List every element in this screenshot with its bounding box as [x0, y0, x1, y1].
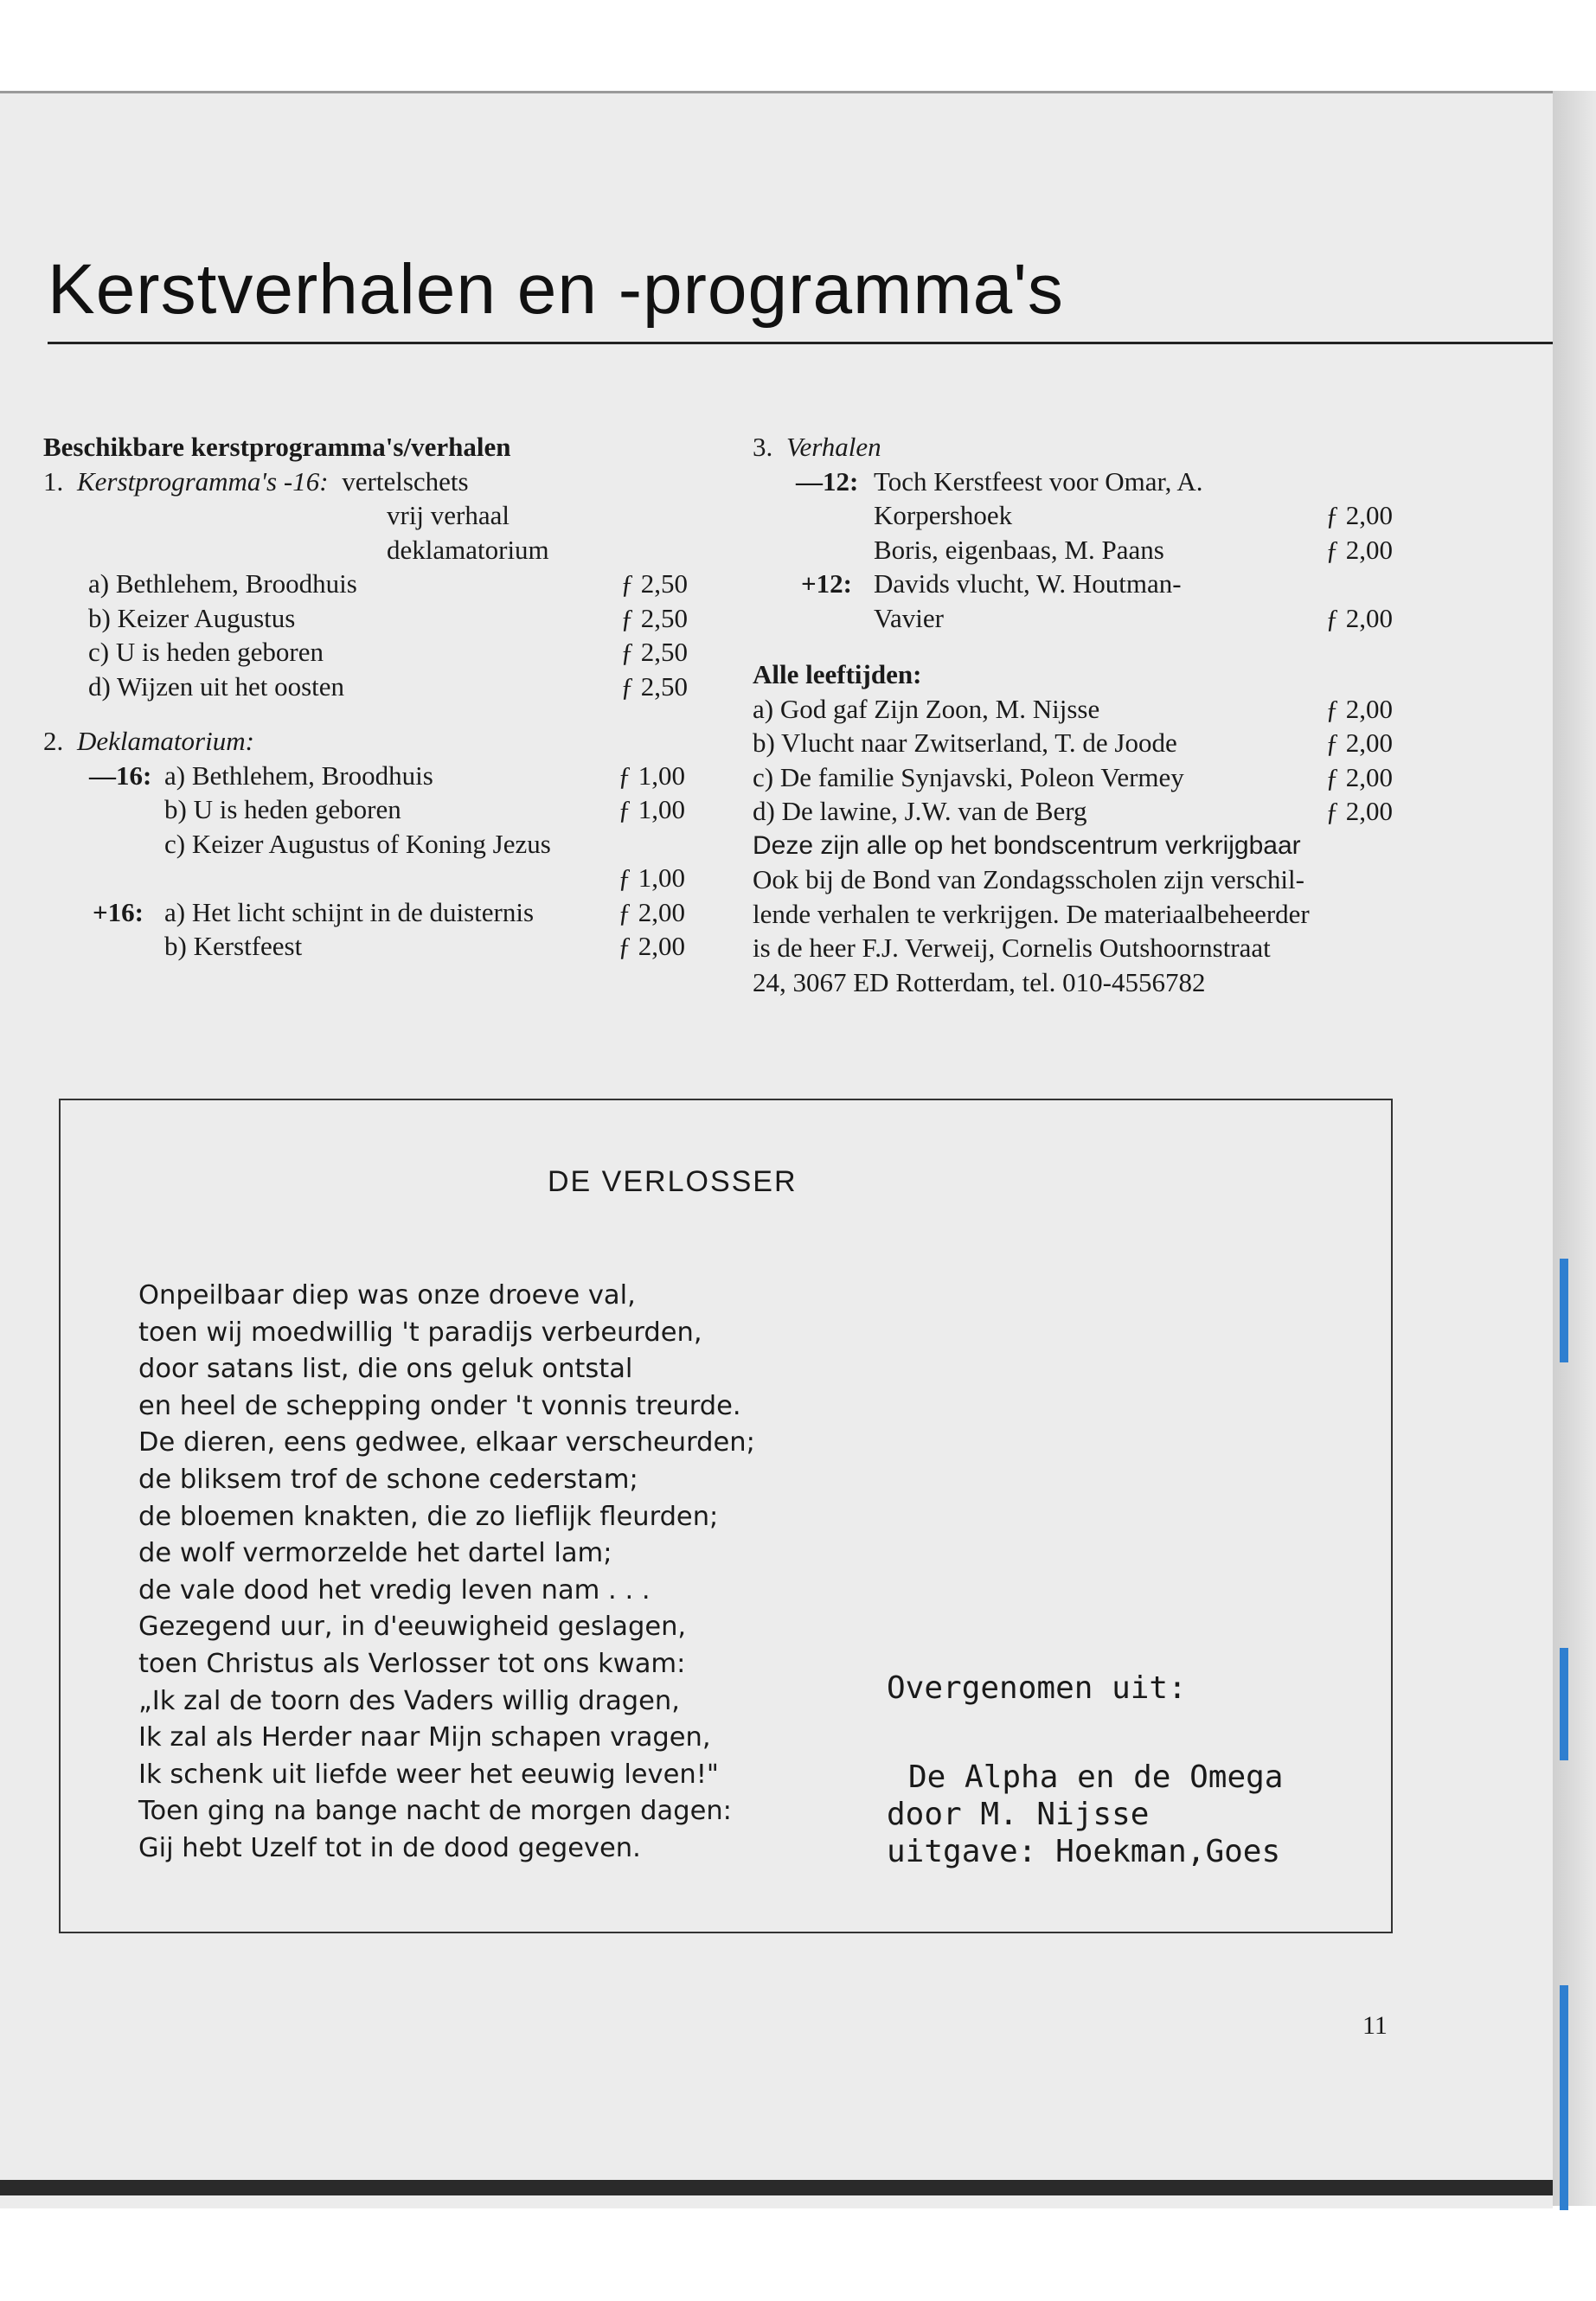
list-item-price-row: [43, 861, 688, 895]
list-item: [43, 635, 688, 670]
item-label: Korpershoek: [874, 500, 1013, 530]
section-number: 2.: [43, 726, 64, 756]
item-price: ƒ 2,00: [618, 931, 685, 961]
left-column: [43, 430, 688, 964]
list-item: [43, 895, 688, 930]
poem-line: de bloemen knakten, die zo lieflijk fleurden;: [138, 1501, 719, 1532]
item-price: ƒ 1,00: [618, 862, 685, 893]
info-line: Ook bij de Bond van Zondagsscholen zijn verschil-: [753, 864, 1304, 894]
list-item: [43, 567, 688, 601]
poem-line: Toen ging na bange nacht de morgen dagen:: [138, 1796, 732, 1827]
source-publisher: uitgave: Hoekman,Goes: [887, 1834, 1281, 1869]
item-label: d) Wijzen uit het oosten: [88, 670, 345, 702]
info-line: 24, 3067 ED Rotterdam, tel. 010-4556782: [753, 966, 1206, 997]
list-item: [753, 692, 1393, 727]
section-1-header: [43, 465, 688, 499]
poem-line: toen wij moedwillig 't paradijs verbeurden,: [138, 1317, 702, 1348]
item-price: ƒ 2,00: [1325, 727, 1393, 758]
section-number: 1.: [43, 465, 64, 497]
availability-note: Deze zijn alle op het bondscentrum verkrijgbaar: [753, 830, 1301, 860]
item-price: ƒ 2,00: [1325, 602, 1393, 633]
page-number: 11: [1362, 2011, 1388, 2040]
item-label: b) U is heden geboren: [164, 794, 401, 824]
poem-line: de vale dood het vredig leven nam . . .: [138, 1574, 651, 1606]
item-label: a) Bethlehem, Broodhuis: [164, 760, 433, 791]
list-item: [43, 827, 688, 862]
item-label: b) Vlucht naar Zwitserland, T. de Joode: [753, 727, 1177, 758]
list-item: [753, 601, 1393, 636]
list-item: [43, 792, 688, 827]
program-type-row: [43, 533, 688, 567]
all-ages-heading: Alle leeftijden:: [753, 659, 922, 689]
item-label: Boris, eigenbaas, M. Paans: [874, 534, 1164, 565]
item-label: Davids vlucht, W. Houtman-: [874, 568, 1182, 599]
list-item: [753, 794, 1393, 829]
source-author: door M. Nijsse: [887, 1797, 1150, 1832]
item-label: Vavier: [874, 602, 944, 633]
list-item: [753, 726, 1393, 760]
poem-line: de bliksem trof de schone cederstam;: [138, 1464, 638, 1495]
item-label: a) God gaf Zijn Zoon, M. Nijsse: [753, 693, 1100, 724]
poem-line: toen Christus als Verlosser tot ons kwam:: [138, 1648, 686, 1679]
page-bottom-edge: [0, 2180, 1553, 2195]
item-price: ƒ 1,00: [618, 794, 685, 824]
item-label: b) Keizer Augustus: [88, 602, 296, 633]
item-price: ƒ 2,50: [620, 602, 688, 633]
age-group: +12:: [801, 568, 852, 599]
poem-line: De dieren, eens gedwee, elkaar verscheurden;: [138, 1427, 755, 1458]
item-price: ƒ 2,00: [1325, 693, 1393, 724]
list-item: [753, 465, 1393, 499]
list-item: [753, 760, 1393, 795]
item-price: ƒ 2,00: [1325, 500, 1393, 530]
item-label: a) Bethlehem, Broodhuis: [88, 568, 357, 599]
item-price: ƒ 1,00: [618, 760, 685, 791]
list-item: [753, 567, 1393, 601]
age-group: —12:: [796, 465, 859, 497]
poem-line: de wolf vermorzelde het dartel lam;: [138, 1538, 612, 1569]
item-label: Toch Kerstfeest voor Omar, A.: [874, 465, 1203, 497]
list-item: [43, 759, 688, 793]
program-type: deklamatorium: [387, 534, 549, 565]
poem-line: en heel de schepping onder 't vonnis treurde.: [138, 1390, 741, 1421]
section-title: Kerstprogramma's -16:: [77, 465, 329, 497]
item-label: d) De lawine, J.W. van de Berg: [753, 796, 1087, 826]
item-label: c) De familie Synjavski, Poleon Vermey: [753, 761, 1184, 792]
item-price: ƒ 2,00: [1325, 761, 1393, 792]
right-column: [753, 430, 1393, 999]
list-item: [43, 670, 688, 704]
item-label: a) Het licht schijnt in de duisternis: [164, 896, 535, 927]
age-group: +16:: [93, 896, 144, 927]
poem-line: Gij hebt Uzelf tot in de dood gegeven.: [138, 1832, 641, 1863]
program-type-row: [43, 498, 688, 533]
poem-line: door satans list, die ons geluk ontstal: [138, 1354, 633, 1385]
poem-title: DE VERLOSSER: [548, 1165, 798, 1198]
item-label: c) Keizer Augustus of Koning Jezus: [164, 828, 551, 859]
poem-line: Ik schenk uit liefde weer het eeuwig leven!": [138, 1759, 719, 1790]
title-rule: [48, 342, 1553, 344]
program-type: vrij verhaal: [387, 500, 510, 530]
list-item: [43, 601, 688, 636]
item-label: c) U is heden geboren: [88, 637, 324, 667]
poem-line: Gezegend uur, in d'eeuwigheid geslagen,: [138, 1612, 687, 1643]
list-item: [43, 929, 688, 964]
item-price: ƒ 2,50: [620, 670, 688, 702]
item-label: b) Kerstfeest: [164, 931, 303, 961]
section-2-header: [43, 724, 688, 759]
source-book: De Alpha en de Omega: [908, 1759, 1284, 1795]
source-label: Overgenomen uit:: [887, 1670, 1187, 1706]
poem-line: Onpeilbaar diep was onze droeve val,: [138, 1280, 636, 1311]
section-3-header: [753, 430, 1393, 465]
section-title: Verhalen: [786, 432, 881, 462]
poem-line: Ik zal als Herder naar Mijn schapen vragen,: [138, 1722, 711, 1753]
info-line: is de heer F.J. Verweij, Cornelis Outshoornstraat: [753, 933, 1271, 963]
item-price: ƒ 2,50: [620, 568, 688, 599]
section-title: Deklamatorium:: [77, 726, 254, 756]
poem-line: „Ik zal de toorn des Vaders willig dragen,: [138, 1685, 680, 1716]
item-price: ƒ 2,00: [618, 896, 685, 927]
list-item: [753, 533, 1393, 567]
list-item: [753, 498, 1393, 533]
info-line: lende verhalen te verkrijgen. De materiaalbeheerder: [753, 898, 1310, 929]
binder-edge: [1553, 91, 1596, 2206]
age-group: —16:: [89, 760, 152, 791]
page-title: Kerstverhalen en -programma's: [48, 250, 1064, 329]
item-price: ƒ 2,00: [1325, 534, 1393, 565]
left-heading: Beschikbare kerstprogramma's/verhalen: [43, 432, 511, 462]
item-price: ƒ 2,50: [620, 637, 688, 667]
poem-text: [138, 1278, 755, 1868]
program-type: vertelschets: [342, 465, 469, 497]
section-number: 3.: [753, 432, 773, 462]
item-price: ƒ 2,00: [1325, 796, 1393, 826]
